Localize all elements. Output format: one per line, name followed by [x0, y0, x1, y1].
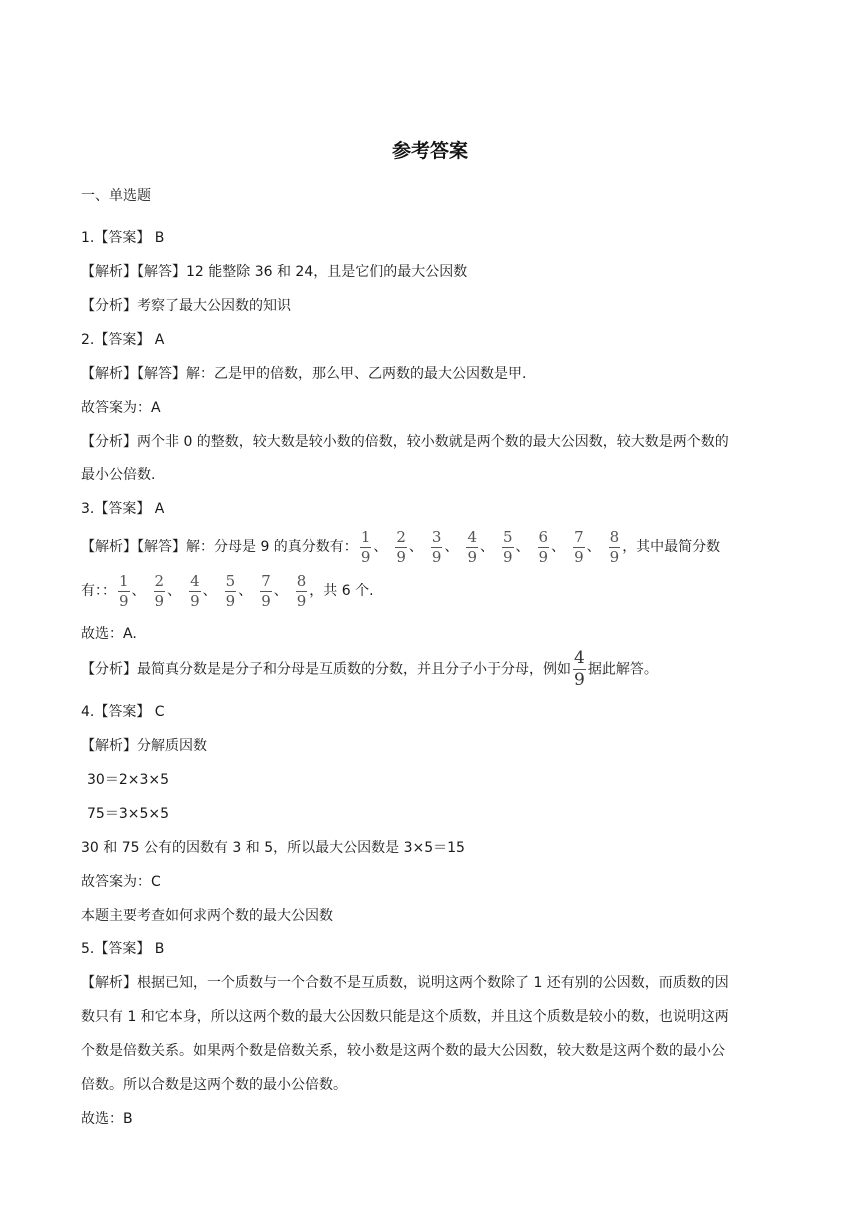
fraction-numerator: 8 — [609, 527, 620, 546]
fraction — [296, 571, 308, 610]
fraction-numerator: 2 — [396, 527, 406, 546]
separator: 、 — [551, 539, 566, 555]
section-heading: 一、单选题 — [81, 188, 151, 204]
q3-comment-prefix: 【分析】最简真分数是是分子和分母是互质数的分数，并且分子小于分母，例如 — [81, 661, 571, 678]
fraction-denominator: 9 — [574, 547, 584, 566]
fraction-denominator: 9 — [609, 547, 620, 566]
q4-analysis: 【解析】分解质因数 — [81, 738, 207, 754]
separator: 、 — [515, 539, 530, 555]
q5-answer: 5.【答案】 B — [81, 941, 165, 957]
fraction — [609, 527, 621, 566]
fraction-denominator: 9 — [467, 547, 477, 566]
fraction-numerator: 7 — [261, 571, 271, 590]
fraction-numerator: 4 — [574, 648, 585, 668]
fraction-denominator: 9 — [503, 547, 513, 566]
fraction-numerator: 2 — [154, 571, 165, 590]
separator: 、 — [202, 583, 217, 599]
q4-answer: 4.【答案】 C — [81, 704, 165, 720]
q2-conclusion: 故答案为：A — [81, 400, 161, 416]
page-title: 参考答案 — [391, 140, 468, 162]
separator: 、 — [238, 583, 253, 599]
q2-comment-line1: 【分析】两个非 0 的整数，较大数是较小数的倍数，较小数就是两个数的最大公因数，较大数是两个数的 — [81, 434, 729, 450]
q3-fraction-list-all — [358, 527, 622, 566]
fraction-denominator: 9 — [296, 591, 307, 610]
q2-comment-line2: 最小公倍数. — [81, 467, 156, 483]
q3-fraction-list-simplest — [116, 571, 309, 610]
q1-analysis: 【解析】【解答】12 能整除 36 和 24，且是它们的最大公因数 — [81, 264, 468, 280]
q4-conclusion: 故答案为：C — [81, 874, 161, 890]
fraction-denominator: 9 — [190, 591, 200, 610]
separator: 、 — [273, 583, 288, 599]
fraction-numerator: 5 — [503, 527, 513, 546]
fraction — [189, 571, 201, 610]
q5-conclusion: 故选：B — [81, 1111, 133, 1127]
fraction — [395, 527, 407, 566]
fraction — [502, 527, 514, 566]
fraction — [466, 527, 478, 566]
fraction-numerator: 8 — [296, 571, 307, 590]
q3-line2-prefix: 有：： — [81, 583, 116, 599]
q4-common-factors: 30 和 75 公有的因数有 3 和 5，所以最大公因数是 3×5＝15 — [81, 840, 465, 856]
q3-comment-suffix: 据此解答。 — [587, 661, 658, 678]
fraction-denominator: 9 — [261, 591, 271, 610]
q1-comment: 【分析】考察了最大公因数的知识 — [81, 298, 291, 314]
fraction — [118, 571, 130, 610]
fraction-denominator: 9 — [119, 591, 129, 610]
q3-comment-fraction — [573, 650, 586, 689]
fraction-numerator: 6 — [538, 527, 549, 546]
fraction-numerator: 1 — [119, 571, 129, 590]
fraction — [573, 527, 585, 566]
q4-equation-1: 30＝2×3×5 — [87, 772, 169, 788]
fraction-denominator: 9 — [574, 670, 585, 690]
fraction-denominator: 9 — [431, 547, 442, 566]
q5-analysis-line4: 倍数。所以合数是这两个数的最小公倍数。 — [81, 1077, 347, 1093]
fraction-numerator: 1 — [360, 527, 371, 546]
fraction-numerator: 4 — [467, 527, 477, 546]
fraction-denominator: 9 — [154, 591, 165, 610]
q3-line2-suffix: ，共 6 个. — [309, 583, 374, 599]
separator: 、 — [167, 583, 182, 599]
fraction-denominator: 9 — [538, 547, 549, 566]
q3-analysis-suffix: ，其中最简分数 — [622, 539, 721, 555]
fraction — [154, 571, 166, 610]
q3-analysis-line2 — [81, 573, 374, 609]
q2-analysis: 【解析】【解答】解：乙是甲的倍数，那么甲、乙两数的最大公因数是甲. — [81, 366, 527, 382]
fraction — [360, 527, 372, 566]
q5-analysis-line2: 数只有 1 和它本身，所以这两个数的最大公因数只能是这个质数，并且这个质数是较小的数，也说明这两 — [81, 1009, 729, 1025]
q3-answer: 3.【答案】 A — [81, 501, 165, 517]
separator: 、 — [131, 583, 146, 599]
separator: 、 — [444, 539, 459, 555]
fraction-numerator: 7 — [574, 527, 584, 546]
q3-analysis-prefix: 【解析】【解答】解：分母是 9 的真分数有： — [81, 539, 358, 555]
fraction — [225, 571, 237, 610]
fraction — [260, 571, 272, 610]
q5-analysis-line1: 【解析】根据已知，一个质数与一个合数不是互质数，说明这两个数除了 1 还有别的公因数，而质数的因 — [81, 975, 729, 991]
fraction-numerator: 4 — [190, 571, 200, 590]
separator: 、 — [480, 539, 494, 555]
q1-answer: 1.【答案】 B — [81, 230, 165, 246]
separator: 、 — [373, 539, 388, 555]
fraction-denominator: 9 — [225, 591, 236, 610]
separator: 、 — [586, 539, 601, 555]
q4-summary: 本题主要考查如何求两个数的最大公因数 — [81, 908, 333, 924]
q3-comment — [81, 650, 658, 689]
fraction-denominator: 9 — [396, 547, 406, 566]
separator: 、 — [408, 539, 423, 555]
fraction-numerator: 3 — [431, 527, 442, 546]
q3-analysis-line1 — [81, 529, 720, 565]
q3-conclusion: 故选：A. — [81, 626, 137, 642]
fraction — [431, 527, 443, 566]
q4-equation-2: 75＝3×5×5 — [87, 806, 169, 822]
q2-answer: 2.【答案】 A — [81, 332, 165, 348]
q5-analysis-line3: 个数是倍数关系。如果两个数是倍数关系，较小数是这两个数的最大公因数，较大数是这两个数的最小公 — [81, 1043, 725, 1059]
fraction-denominator: 9 — [360, 547, 371, 566]
fraction — [538, 527, 550, 566]
fraction-numerator: 5 — [225, 571, 236, 590]
